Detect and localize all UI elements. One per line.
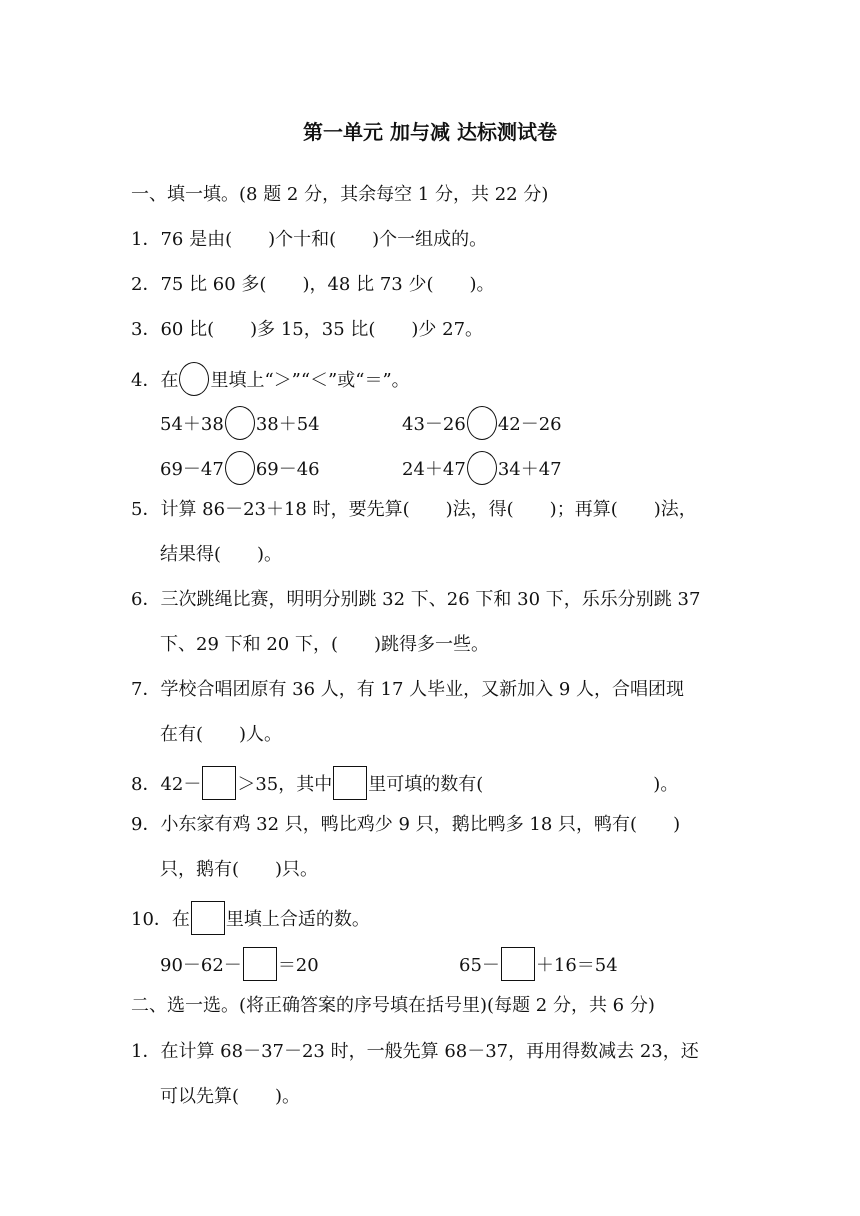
compare-item-4 (402, 453, 562, 487)
question-4 (131, 364, 410, 398)
compare-left: 54＋38 (160, 414, 224, 435)
question-6-line2: 下、29 下和 20 下，( )跳得多一些。 (160, 634, 490, 655)
answer-box-blank[interactable] (501, 947, 535, 981)
compare-circle-blank[interactable] (467, 451, 497, 485)
compare-left: 69－47 (160, 459, 224, 480)
fill-item-2 (459, 949, 618, 983)
question-5-line2: 结果得( )。 (160, 544, 283, 565)
page-title: 第一单元 加与减 达标测试卷 (303, 120, 557, 144)
answer-box-blank[interactable] (333, 766, 367, 800)
question-10-suffix: 里填上合适的数。 (225, 909, 370, 930)
section2-heading: 二、选一选。(将正确答案的序号填在括号里)(每题 2 分，共 6 分) (131, 995, 655, 1016)
question-4-prefix: 4．在 (131, 370, 179, 391)
fill-item-before: 65－ (459, 955, 500, 976)
compare-item-1 (160, 408, 320, 442)
compare-right: 69－46 (255, 459, 320, 480)
section2-question-1-line1: 1．在计算 68－37－23 时，一般先算 68－37，再用得数减去 23，还 (131, 1041, 699, 1062)
answer-box-blank[interactable] (191, 901, 225, 935)
question-7-line2: 在有( )人。 (160, 724, 283, 745)
answer-box-blank[interactable] (202, 766, 236, 800)
section1-heading: 一、填一填。(8 题 2 分，其余每空 1 分，共 22 分) (131, 184, 549, 205)
question-8-part1: 8．42－ (131, 774, 202, 795)
compare-item-3 (160, 453, 320, 487)
question-1: 1．76 是由( )个十和( )个一组成的。 (131, 229, 488, 250)
compare-circle-blank[interactable] (225, 406, 255, 440)
question-8-part3: 里可填的数有( (368, 774, 484, 795)
question-3: 3．60 比( )多 15，35 比( )少 27。 (131, 319, 484, 340)
fill-item-after: ＋16＝54 (535, 955, 618, 976)
question-8-part2: ＞35，其中 (237, 774, 333, 795)
compare-left: 24＋47 (402, 459, 466, 480)
compare-right: 42－26 (497, 414, 562, 435)
compare-right: 38＋54 (255, 414, 320, 435)
section2-question-1-line2: 可以先算( )。 (160, 1086, 301, 1107)
question-9-line2: 只，鹅有( )只。 (160, 859, 319, 880)
fill-item-1 (160, 949, 319, 983)
question-10 (131, 903, 370, 937)
question-2: 2．75 比 60 多( )，48 比 73 少( )。 (131, 274, 495, 295)
compare-right: 34＋47 (497, 459, 562, 480)
question-6-line1: 6．三次跳绳比赛，明明分别跳 32 下、26 下和 30 下，乐乐分别跳 37 (131, 589, 701, 610)
question-9-line1: 9．小东家有鸡 32 只，鸭比鸡少 9 只，鹅比鸭多 18 只，鸭有( ) (131, 814, 681, 835)
compare-circle-blank[interactable] (467, 406, 497, 440)
compare-item-2 (402, 408, 562, 442)
answer-box-blank[interactable] (243, 947, 277, 981)
compare-circle-blank[interactable] (225, 451, 255, 485)
question-8-part4: )。 (653, 774, 679, 795)
question-8 (131, 768, 678, 802)
fill-item-before: 90－62－ (160, 955, 242, 976)
question-4-suffix: 里填上“＞”“＜”或“＝”。 (210, 370, 410, 391)
question-10-prefix: 10．在 (131, 909, 190, 930)
fill-item-after: ＝20 (277, 955, 319, 976)
compare-circle-blank[interactable] (179, 362, 209, 396)
question-5-line1: 5．计算 86－23＋18 时，要先算( )法，得( )；再算( )法， (131, 499, 697, 520)
question-7-line1: 7．学校合唱团原有 36 人，有 17 人毕业，又新加入 9 人，合唱团现 (131, 679, 685, 700)
compare-left: 43－26 (402, 414, 466, 435)
